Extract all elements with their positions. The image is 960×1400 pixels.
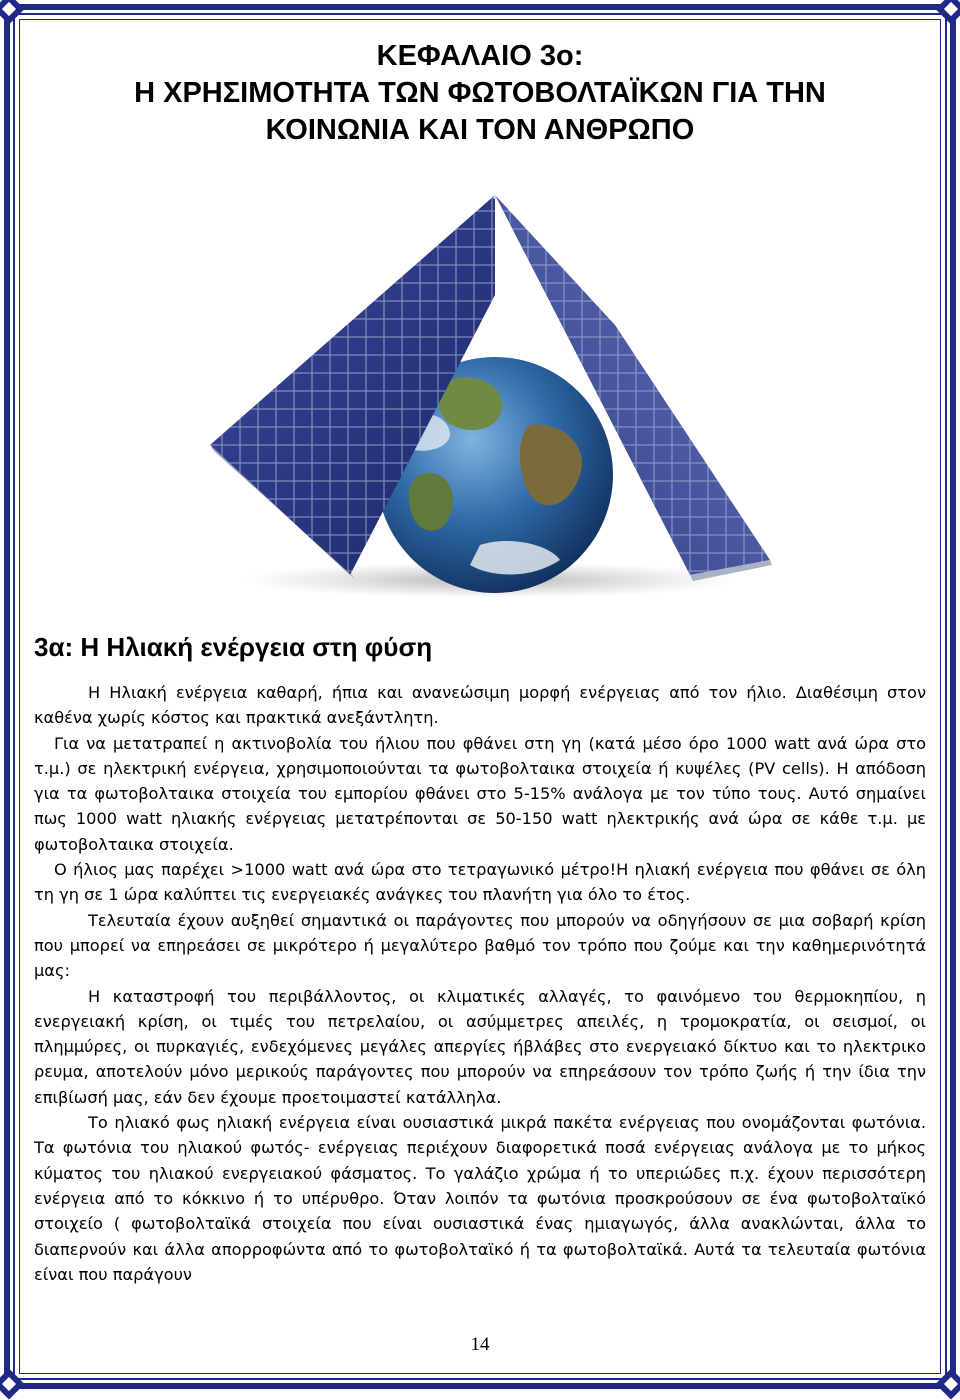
paragraph-5: Η καταστροφή του περιβάλλοντος, οι κλιματικές αλλαγές, το φαινόμενο του θερμοκηπίου, η ενεργειακή κρίση, οι τιμές του πετρελαίου, οι ασύμμετρες απειλές, η τρομοκρατία, οι σεισμοί, οι πλημμύρες, οι πυρκαγιές, ενδεχόμενες μεγάλες απεργίες ήβλάβες στο ενεργειακό δίκτυο και το ηλεκτρικο ρευμα, αποτελούν μόνο μερικούς παράγοντες που μπορούν να επηρεάσουν τον τρόπο ζωής ή την ίδια την επιβίωσή μας, εάν δεν έχουμε προετοιμαστεί κατάλληλα. [34,986,926,1107]
chapter-title-line-1: ΚΕΦΑΛΑΙΟ 3ο: [376,40,584,72]
section-heading: 3α: Η Ηλιακή ενέργεια στη φύση [34,632,433,662]
paragraph-3: Ο ήλιος μας παρέχει >1000 watt ανά ώρα στο τετραγωνικό μέτρο!Η ηλιακή ενέργεια που φθάνει σε όλη τη γη σε 1 ώρα καλύπτει τις ενεργειακές ανάγκες του πλανήτη για όλο το έτος. [34,860,926,905]
paragraph-1: Η Ηλιακή ενέργεια καθαρή, ήπια και ανανεώσιμη μορφή ενέργειας από τον ήλιο. Διαθέσιμη στον καθένα χωρίς κόστος και πρακτικά ανεξάντλητη. [34,683,926,728]
chapter-title [60,38,900,149]
chapter-title-line-3: ΚΟΙΝΩΝΙΑ ΚΑΙ ΤΟΝ ΑΝΘΡΩΠΟ [265,114,695,146]
body-text [34,680,926,1287]
paragraph-6: Το ηλιακό φως ηλιακή ενέργεια είναι ουσιαστικά μικρά πακέτα ενέργειας που ονομάζονται φωτόνια. Τα φωτόνια του ηλιακού φωτός- ενέργειας περιέχουν διαφορετικά ποσά ενέργειας ανάλογα με το μήκος κύματος του ηλιακού ενεργειακού φάσματος. Το γαλάζιο χρώμα ή το υπεριώδες π.χ. έχουν περισσότερη ενέργεια από το κόκκινο ή το υπέρυθρο. Όταν λοιπόν τα φωτόνια προσκρούσουν σε ένα φωτοβολταϊκό στοιχείο ( φωτοβολταϊκά στοιχεία που είναι ουσιαστικά ένας ημιαγωγός, άλλα ανακλώνται, άλλα το διαπερνούν και άλλα απορροφώντα από το φωτοβολταϊκό ή τα φωτοβολταϊκά. Αυτά τα τελευταία φωτόνια είναι που παράγουν [34,1113,926,1284]
chapter-title-line-2: Η ΧΡΗΣΙΜΟΤΗΤΑ ΤΩΝ ΦΩΤΟΒΟΛΤΑΪΚΩΝ ΓΙΑ ΤΗΝ [134,77,826,109]
paragraph-2: Για να μετατραπεί η ακτινοβολία του ήλιου που φθάνει στη γη (κατά μέσο όρο 1000 watt ανά ώρα στο τ.μ.) σε ηλεκτρική ενέργεια, χρησιμοποιούνται τα φωτοβολταικα στοιχεία ή κυψέλες (PV cells). Η απόδοση για τα φωτοβολταικα στοιχεία του εμπορίου φθάνει στο 5-15% ανάλογα με τον τύπο τους. Αυτό σημαίνει πως 1000 watt ηλιακής ενέργειας μετατρέπονται σε 50-150 watt ηλεκτρικής ανά ώρα σε κάθε τ.μ. με φωτοβολταικα στοιχεία. [34,733,926,854]
solar-panel-globe-illustration [150,175,810,605]
page-number: 14 [470,1334,490,1355]
paragraph-4: Τελευταία έχουν αυξηθεί σημαντικά οι παράγοντες που μπορούν να οδηγήσουν σε μια σοβαρή κρίση που μπορεί να επηρεάσει σε μικρότερο ή μεγαλύτερο βαθμό τον τρόπο που ζούμε και την καθημερινότητά μας: [34,910,926,981]
